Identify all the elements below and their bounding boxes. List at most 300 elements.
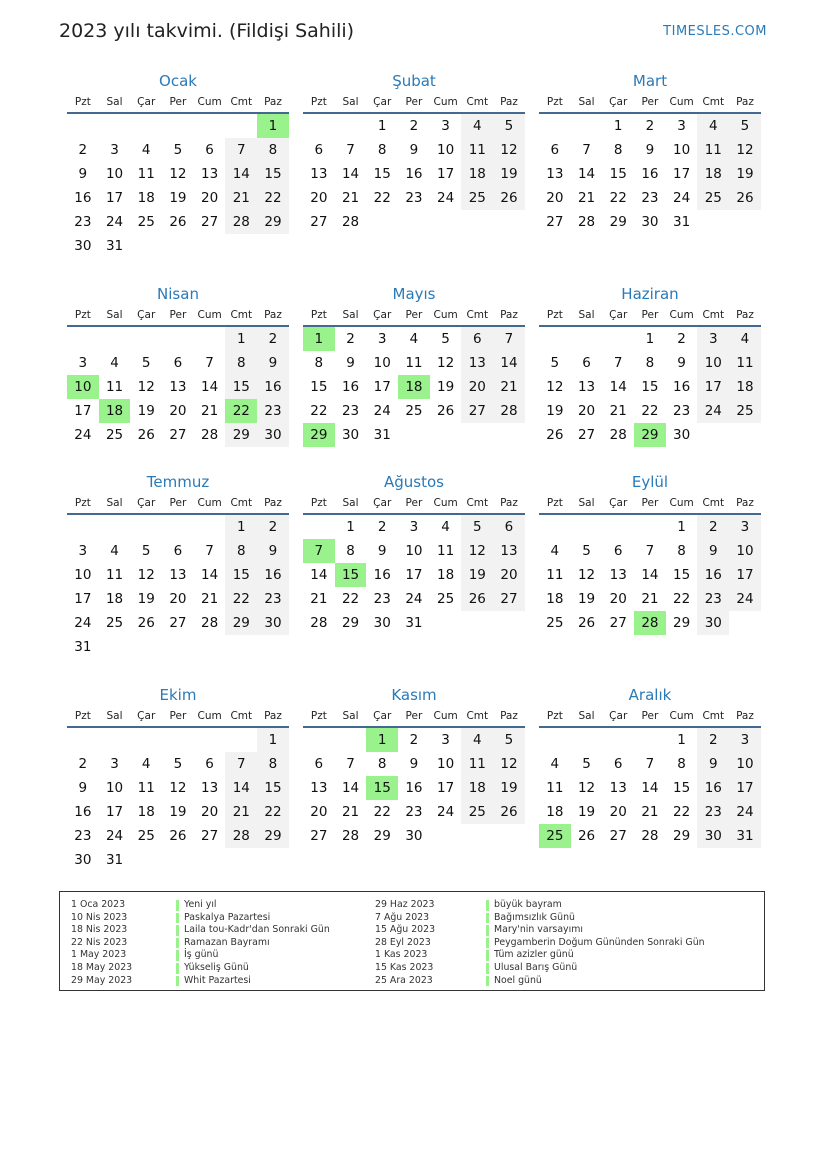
day-cell: 2 bbox=[377, 519, 387, 535]
day-cell: 21 bbox=[310, 591, 328, 607]
day-cell: 7 bbox=[613, 355, 623, 371]
day-cell: 20 bbox=[493, 563, 525, 587]
day-cell: 12 bbox=[493, 138, 525, 162]
empty-cell bbox=[67, 114, 99, 138]
day-cell: 17 bbox=[405, 567, 423, 583]
day-cell: 8 bbox=[257, 138, 289, 162]
legend-names-left bbox=[184, 899, 330, 987]
day-cell: 23 bbox=[673, 403, 691, 419]
day-cell: 28 bbox=[493, 399, 525, 423]
day-cell: 12 bbox=[137, 567, 155, 583]
weekday-label: Cmt bbox=[466, 96, 489, 108]
day-cell: 12 bbox=[729, 138, 761, 162]
day-cell: 20 bbox=[201, 804, 219, 820]
weekday-label: Paz bbox=[264, 96, 282, 108]
empty-cell bbox=[194, 515, 226, 539]
empty-cell bbox=[602, 515, 634, 539]
month-name: Nisan bbox=[157, 285, 199, 303]
weekday-label: Paz bbox=[264, 497, 282, 509]
weekday-label: Per bbox=[641, 497, 659, 509]
day-cell: 30 bbox=[257, 611, 289, 635]
day-cell: 5 bbox=[493, 114, 525, 138]
day-cell: 14 bbox=[609, 379, 627, 395]
day-cell: 31 bbox=[74, 639, 92, 655]
empty-cell bbox=[130, 114, 162, 138]
day-cell: 2 bbox=[409, 732, 419, 748]
day-cell: 9 bbox=[257, 539, 289, 563]
legend-date: 7 Ağu 2023 bbox=[375, 911, 430, 923]
day-cell: 23 bbox=[257, 587, 289, 611]
weekday-label: Cmt bbox=[230, 710, 253, 722]
day-cell: 19 bbox=[729, 162, 761, 186]
day-cell: 7 bbox=[225, 752, 257, 776]
holiday-day-cell: 28 bbox=[634, 611, 666, 635]
weekday-header bbox=[539, 92, 761, 114]
day-cell: 8 bbox=[314, 355, 324, 371]
weekday-label: Paz bbox=[500, 710, 518, 722]
day-grid bbox=[539, 728, 761, 848]
day-cell: 23 bbox=[74, 214, 92, 230]
month-6 bbox=[539, 283, 761, 447]
day-cell: 9 bbox=[257, 351, 289, 375]
weekday-label: Cum bbox=[669, 497, 694, 509]
weekday-label: Pzt bbox=[74, 96, 91, 108]
day-cell: 26 bbox=[577, 615, 596, 631]
legend-holiday-name: Peygamberin Doğum Gününden Sonraki Gün bbox=[494, 936, 705, 948]
month-name: Kasım bbox=[391, 686, 437, 704]
day-cell: 11 bbox=[105, 379, 124, 395]
empty-cell bbox=[162, 327, 194, 351]
day-cell: 27 bbox=[546, 214, 564, 230]
day-cell: 31 bbox=[105, 852, 124, 868]
day-cell: 29 bbox=[373, 828, 391, 844]
day-cell: 4 bbox=[729, 327, 761, 351]
day-grid bbox=[67, 114, 289, 258]
weekday-label: Cum bbox=[197, 710, 222, 722]
legend-markers-left bbox=[176, 899, 179, 987]
day-cell: 27 bbox=[310, 214, 328, 230]
legend-holiday-name: Yeni yıl bbox=[184, 899, 217, 910]
day-cell: 5 bbox=[173, 142, 183, 158]
day-cell: 26 bbox=[137, 427, 155, 443]
day-cell: 30 bbox=[641, 214, 659, 230]
day-cell: 3 bbox=[110, 142, 119, 158]
day-cell: 12 bbox=[546, 379, 564, 395]
day-cell: 7 bbox=[645, 543, 655, 559]
empty-cell bbox=[99, 114, 131, 138]
weekday-label: Cmt bbox=[702, 96, 725, 108]
weekday-label: Sal bbox=[578, 309, 595, 321]
legend-date: 1 May 2023 bbox=[71, 949, 127, 961]
day-cell: 30 bbox=[74, 852, 92, 868]
month-name: Eylül bbox=[631, 473, 669, 491]
day-cell: 20 bbox=[201, 190, 219, 206]
month-name: Şubat bbox=[392, 72, 436, 90]
day-cell: 24 bbox=[373, 403, 391, 419]
day-cell: 7 bbox=[205, 355, 214, 371]
day-cell: 7 bbox=[582, 142, 591, 158]
weekday-label: Çar bbox=[373, 96, 392, 108]
day-cell: 13 bbox=[577, 379, 596, 395]
day-cell: 1 bbox=[613, 118, 623, 134]
day-cell: 6 bbox=[205, 142, 214, 158]
day-cell: 3 bbox=[729, 515, 761, 539]
day-cell: 18 bbox=[105, 591, 124, 607]
day-cell: 27 bbox=[169, 427, 187, 443]
weekday-label: Pzt bbox=[546, 309, 563, 321]
month-name: Mart bbox=[632, 72, 668, 90]
day-cell: 7 bbox=[346, 756, 355, 772]
empty-cell bbox=[162, 114, 194, 138]
holiday-day-cell: 10 bbox=[67, 375, 99, 399]
day-cell: 4 bbox=[409, 331, 419, 347]
day-cell: 3 bbox=[78, 543, 88, 559]
holiday-day-cell: 29 bbox=[634, 423, 666, 447]
legend-date: 18 May 2023 bbox=[71, 961, 133, 973]
month-5 bbox=[303, 283, 525, 447]
day-cell: 16 bbox=[405, 166, 423, 182]
empty-cell bbox=[99, 327, 131, 351]
day-cell: 10 bbox=[405, 543, 423, 559]
day-cell: 22 bbox=[373, 804, 391, 820]
day-cell: 5 bbox=[141, 355, 151, 371]
weekday-label: Paz bbox=[736, 309, 754, 321]
weekday-header bbox=[67, 493, 289, 515]
day-cell: 3 bbox=[409, 519, 419, 535]
day-cell: 16 bbox=[341, 379, 360, 395]
day-cell: 16 bbox=[697, 776, 729, 800]
month-4 bbox=[67, 283, 289, 447]
day-cell: 18 bbox=[437, 567, 455, 583]
legend-names-right bbox=[494, 899, 705, 987]
day-cell: 24 bbox=[697, 399, 729, 423]
day-cell: 27 bbox=[310, 828, 328, 844]
day-cell: 11 bbox=[729, 351, 761, 375]
day-cell: 16 bbox=[74, 190, 92, 206]
day-cell: 25 bbox=[437, 591, 455, 607]
day-cell: 2 bbox=[346, 331, 355, 347]
weekday-label: Cum bbox=[433, 309, 458, 321]
day-cell: 4 bbox=[550, 543, 560, 559]
day-cell: 16 bbox=[641, 166, 659, 182]
day-cell: 24 bbox=[729, 800, 761, 824]
legend-marker bbox=[176, 962, 179, 975]
day-cell: 13 bbox=[546, 166, 564, 182]
weekday-label: Cum bbox=[669, 710, 694, 722]
legend-marker bbox=[176, 899, 179, 912]
weekday-label: Pzt bbox=[546, 96, 563, 108]
day-cell: 14 bbox=[341, 166, 360, 182]
day-cell: 17 bbox=[729, 563, 761, 587]
day-cell: 28 bbox=[641, 828, 659, 844]
day-cell: 23 bbox=[341, 403, 360, 419]
day-cell: 19 bbox=[437, 379, 455, 395]
weekday-label: Cmt bbox=[466, 309, 489, 321]
day-cell: 14 bbox=[310, 567, 328, 583]
legend-holiday-name: Whit Pazartesi bbox=[184, 974, 251, 986]
day-cell: 28 bbox=[201, 427, 219, 443]
day-cell: 31 bbox=[673, 214, 691, 230]
day-cell: 30 bbox=[341, 427, 360, 443]
day-cell: 27 bbox=[493, 587, 525, 611]
day-cell: 9 bbox=[377, 543, 387, 559]
day-cell: 19 bbox=[169, 190, 187, 206]
day-cell: 13 bbox=[461, 351, 493, 375]
weekday-label: Çar bbox=[137, 710, 156, 722]
day-cell: 25 bbox=[405, 403, 423, 419]
legend-marker bbox=[486, 962, 489, 975]
day-cell: 22 bbox=[373, 190, 391, 206]
day-cell: 20 bbox=[609, 804, 627, 820]
weekday-label: Cum bbox=[197, 497, 222, 509]
weekday-label: Çar bbox=[373, 710, 392, 722]
month-12 bbox=[539, 684, 761, 848]
day-cell: 10 bbox=[373, 355, 391, 371]
day-cell: 9 bbox=[346, 355, 355, 371]
day-grid bbox=[539, 327, 761, 447]
empty-cell bbox=[67, 728, 99, 752]
day-cell: 13 bbox=[169, 567, 187, 583]
empty-cell bbox=[303, 728, 335, 752]
day-cell: 27 bbox=[577, 427, 596, 443]
day-cell: 13 bbox=[493, 539, 525, 563]
day-cell: 5 bbox=[461, 515, 493, 539]
day-cell: 10 bbox=[729, 539, 761, 563]
weekday-label: Per bbox=[169, 710, 187, 722]
day-cell: 6 bbox=[461, 327, 493, 351]
empty-cell bbox=[571, 114, 603, 138]
day-cell: 12 bbox=[461, 539, 493, 563]
weekday-label: Paz bbox=[736, 710, 754, 722]
weekday-label: Sal bbox=[106, 309, 123, 321]
day-cell: 24 bbox=[437, 190, 455, 206]
day-cell: 8 bbox=[225, 539, 257, 563]
day-cell: 6 bbox=[493, 515, 525, 539]
weekday-header bbox=[539, 305, 761, 327]
weekday-label: Çar bbox=[137, 497, 156, 509]
weekday-header bbox=[303, 305, 525, 327]
day-cell: 15 bbox=[225, 375, 257, 399]
day-cell: 8 bbox=[677, 543, 686, 559]
day-cell: 3 bbox=[377, 331, 387, 347]
empty-cell bbox=[225, 728, 257, 752]
day-cell: 25 bbox=[461, 800, 493, 824]
day-cell: 15 bbox=[257, 162, 289, 186]
holiday-day-cell: 7 bbox=[303, 539, 335, 563]
day-cell: 8 bbox=[613, 142, 623, 158]
day-cell: 21 bbox=[493, 375, 525, 399]
empty-cell bbox=[194, 114, 226, 138]
empty-cell bbox=[130, 327, 162, 351]
day-cell: 16 bbox=[373, 567, 391, 583]
day-cell: 21 bbox=[577, 190, 596, 206]
day-cell: 23 bbox=[373, 591, 391, 607]
day-cell: 30 bbox=[697, 611, 729, 635]
weekday-label: Çar bbox=[137, 309, 156, 321]
day-cell: 23 bbox=[257, 399, 289, 423]
day-cell: 26 bbox=[461, 587, 493, 611]
day-cell: 24 bbox=[673, 190, 691, 206]
day-cell: 17 bbox=[373, 379, 391, 395]
day-cell: 4 bbox=[461, 728, 493, 752]
weekday-label: Paz bbox=[500, 497, 518, 509]
day-cell: 24 bbox=[729, 587, 761, 611]
day-cell: 29 bbox=[257, 824, 289, 848]
weekday-header bbox=[303, 92, 525, 114]
month-11 bbox=[303, 684, 525, 848]
day-cell: 22 bbox=[341, 591, 360, 607]
day-cell: 19 bbox=[461, 563, 493, 587]
weekday-label: Pzt bbox=[310, 497, 327, 509]
day-cell: 15 bbox=[310, 379, 328, 395]
day-cell: 12 bbox=[437, 355, 455, 371]
weekday-label: Cum bbox=[669, 96, 694, 108]
weekday-label: Sal bbox=[106, 96, 123, 108]
day-cell: 2 bbox=[257, 515, 289, 539]
day-cell: 15 bbox=[673, 780, 691, 796]
empty-cell bbox=[67, 327, 99, 351]
day-cell: 13 bbox=[310, 166, 328, 182]
day-cell: 27 bbox=[461, 399, 493, 423]
holiday-day-cell: 1 bbox=[303, 327, 335, 351]
empty-cell bbox=[634, 728, 666, 752]
day-cell: 27 bbox=[609, 615, 627, 631]
day-cell: 6 bbox=[173, 355, 183, 371]
weekday-label: Çar bbox=[373, 497, 392, 509]
day-cell: 11 bbox=[461, 752, 493, 776]
weekday-header bbox=[67, 92, 289, 114]
day-cell: 14 bbox=[201, 379, 219, 395]
day-cell: 5 bbox=[141, 543, 151, 559]
day-cell: 9 bbox=[409, 142, 419, 158]
weekday-label: Sal bbox=[342, 309, 359, 321]
day-cell: 20 bbox=[310, 804, 328, 820]
weekday-label: Paz bbox=[500, 96, 518, 108]
empty-cell bbox=[602, 728, 634, 752]
day-cell: 14 bbox=[225, 776, 257, 800]
month-name: Mayıs bbox=[392, 285, 436, 303]
day-cell: 11 bbox=[546, 780, 564, 796]
day-cell: 8 bbox=[677, 756, 686, 772]
day-grid bbox=[303, 114, 525, 234]
legend-date: 25 Ara 2023 bbox=[375, 974, 433, 986]
brand-link[interactable]: TIMESLES.COM bbox=[663, 24, 767, 39]
day-cell: 6 bbox=[550, 142, 560, 158]
day-cell: 4 bbox=[110, 543, 119, 559]
day-cell: 21 bbox=[201, 591, 219, 607]
weekday-label: Çar bbox=[373, 309, 392, 321]
day-cell: 1 bbox=[677, 519, 686, 535]
day-cell: 28 bbox=[341, 214, 360, 230]
legend-marker bbox=[486, 924, 489, 937]
day-cell: 11 bbox=[697, 138, 729, 162]
weekday-header bbox=[539, 706, 761, 728]
legend-date: 28 Eyl 2023 bbox=[375, 936, 431, 948]
day-cell: 26 bbox=[546, 427, 564, 443]
day-cell: 22 bbox=[225, 587, 257, 611]
empty-cell bbox=[130, 515, 162, 539]
legend-holiday-name: büyük bayram bbox=[494, 899, 562, 910]
day-cell: 8 bbox=[645, 355, 655, 371]
weekday-label: Per bbox=[169, 96, 187, 108]
day-cell: 18 bbox=[546, 804, 564, 820]
day-cell: 11 bbox=[105, 567, 124, 583]
weekday-label: Cmt bbox=[702, 309, 725, 321]
weekday-label: Cmt bbox=[702, 710, 725, 722]
holiday-legend bbox=[59, 891, 765, 991]
month-8 bbox=[303, 471, 525, 635]
weekday-label: Sal bbox=[342, 96, 359, 108]
weekday-label: Çar bbox=[137, 96, 156, 108]
day-cell: 3 bbox=[78, 355, 88, 371]
holiday-day-cell: 18 bbox=[398, 375, 430, 399]
day-grid bbox=[67, 515, 289, 659]
legend-holiday-name: Noel günü bbox=[494, 974, 542, 986]
weekday-label: Paz bbox=[500, 309, 518, 321]
day-cell: 7 bbox=[645, 756, 655, 772]
day-cell: 31 bbox=[729, 824, 761, 848]
day-cell: 12 bbox=[577, 780, 596, 796]
day-cell: 13 bbox=[609, 780, 627, 796]
weekday-header bbox=[303, 706, 525, 728]
legend-holiday-name: Yükseliş Günü bbox=[184, 961, 249, 973]
day-cell: 17 bbox=[105, 190, 124, 206]
weekday-label: Cum bbox=[669, 309, 694, 321]
day-cell: 24 bbox=[74, 615, 92, 631]
day-cell: 22 bbox=[609, 190, 627, 206]
day-cell: 7 bbox=[205, 543, 214, 559]
day-cell: 16 bbox=[673, 379, 691, 395]
day-cell: 4 bbox=[461, 114, 493, 138]
empty-cell bbox=[99, 728, 131, 752]
day-cell: 9 bbox=[409, 756, 419, 772]
day-cell: 12 bbox=[577, 567, 596, 583]
day-cell: 28 bbox=[310, 615, 328, 631]
day-cell: 22 bbox=[673, 591, 691, 607]
legend-marker bbox=[486, 949, 489, 962]
weekday-label: Çar bbox=[609, 710, 628, 722]
day-grid bbox=[303, 728, 525, 848]
day-cell: 14 bbox=[225, 162, 257, 186]
weekday-label: Per bbox=[641, 710, 659, 722]
day-cell: 21 bbox=[201, 403, 219, 419]
day-cell: 8 bbox=[377, 142, 387, 158]
day-cell: 11 bbox=[137, 780, 155, 796]
day-cell: 25 bbox=[729, 399, 761, 423]
month-name: Ocak bbox=[159, 72, 197, 90]
legend-holiday-name: Bağımsızlık Günü bbox=[494, 911, 575, 923]
day-cell: 29 bbox=[257, 210, 289, 234]
day-cell: 27 bbox=[609, 828, 627, 844]
day-cell: 21 bbox=[609, 403, 627, 419]
day-cell: 18 bbox=[137, 190, 155, 206]
month-name: Temmuz bbox=[146, 473, 210, 491]
weekday-label: Çar bbox=[609, 309, 628, 321]
weekday-label: Paz bbox=[736, 96, 754, 108]
day-cell: 3 bbox=[677, 118, 686, 134]
day-cell: 21 bbox=[641, 804, 659, 820]
weekday-label: Pzt bbox=[74, 309, 91, 321]
weekday-label: Paz bbox=[264, 710, 282, 722]
legend-holiday-name: Ulusal Barış Günü bbox=[494, 961, 578, 973]
month-1 bbox=[67, 70, 289, 258]
empty-cell bbox=[571, 728, 603, 752]
day-cell: 17 bbox=[697, 375, 729, 399]
weekday-label: Per bbox=[405, 96, 423, 108]
day-cell: 13 bbox=[201, 780, 219, 796]
weekday-label: Sal bbox=[106, 497, 123, 509]
day-cell: 23 bbox=[405, 804, 423, 820]
